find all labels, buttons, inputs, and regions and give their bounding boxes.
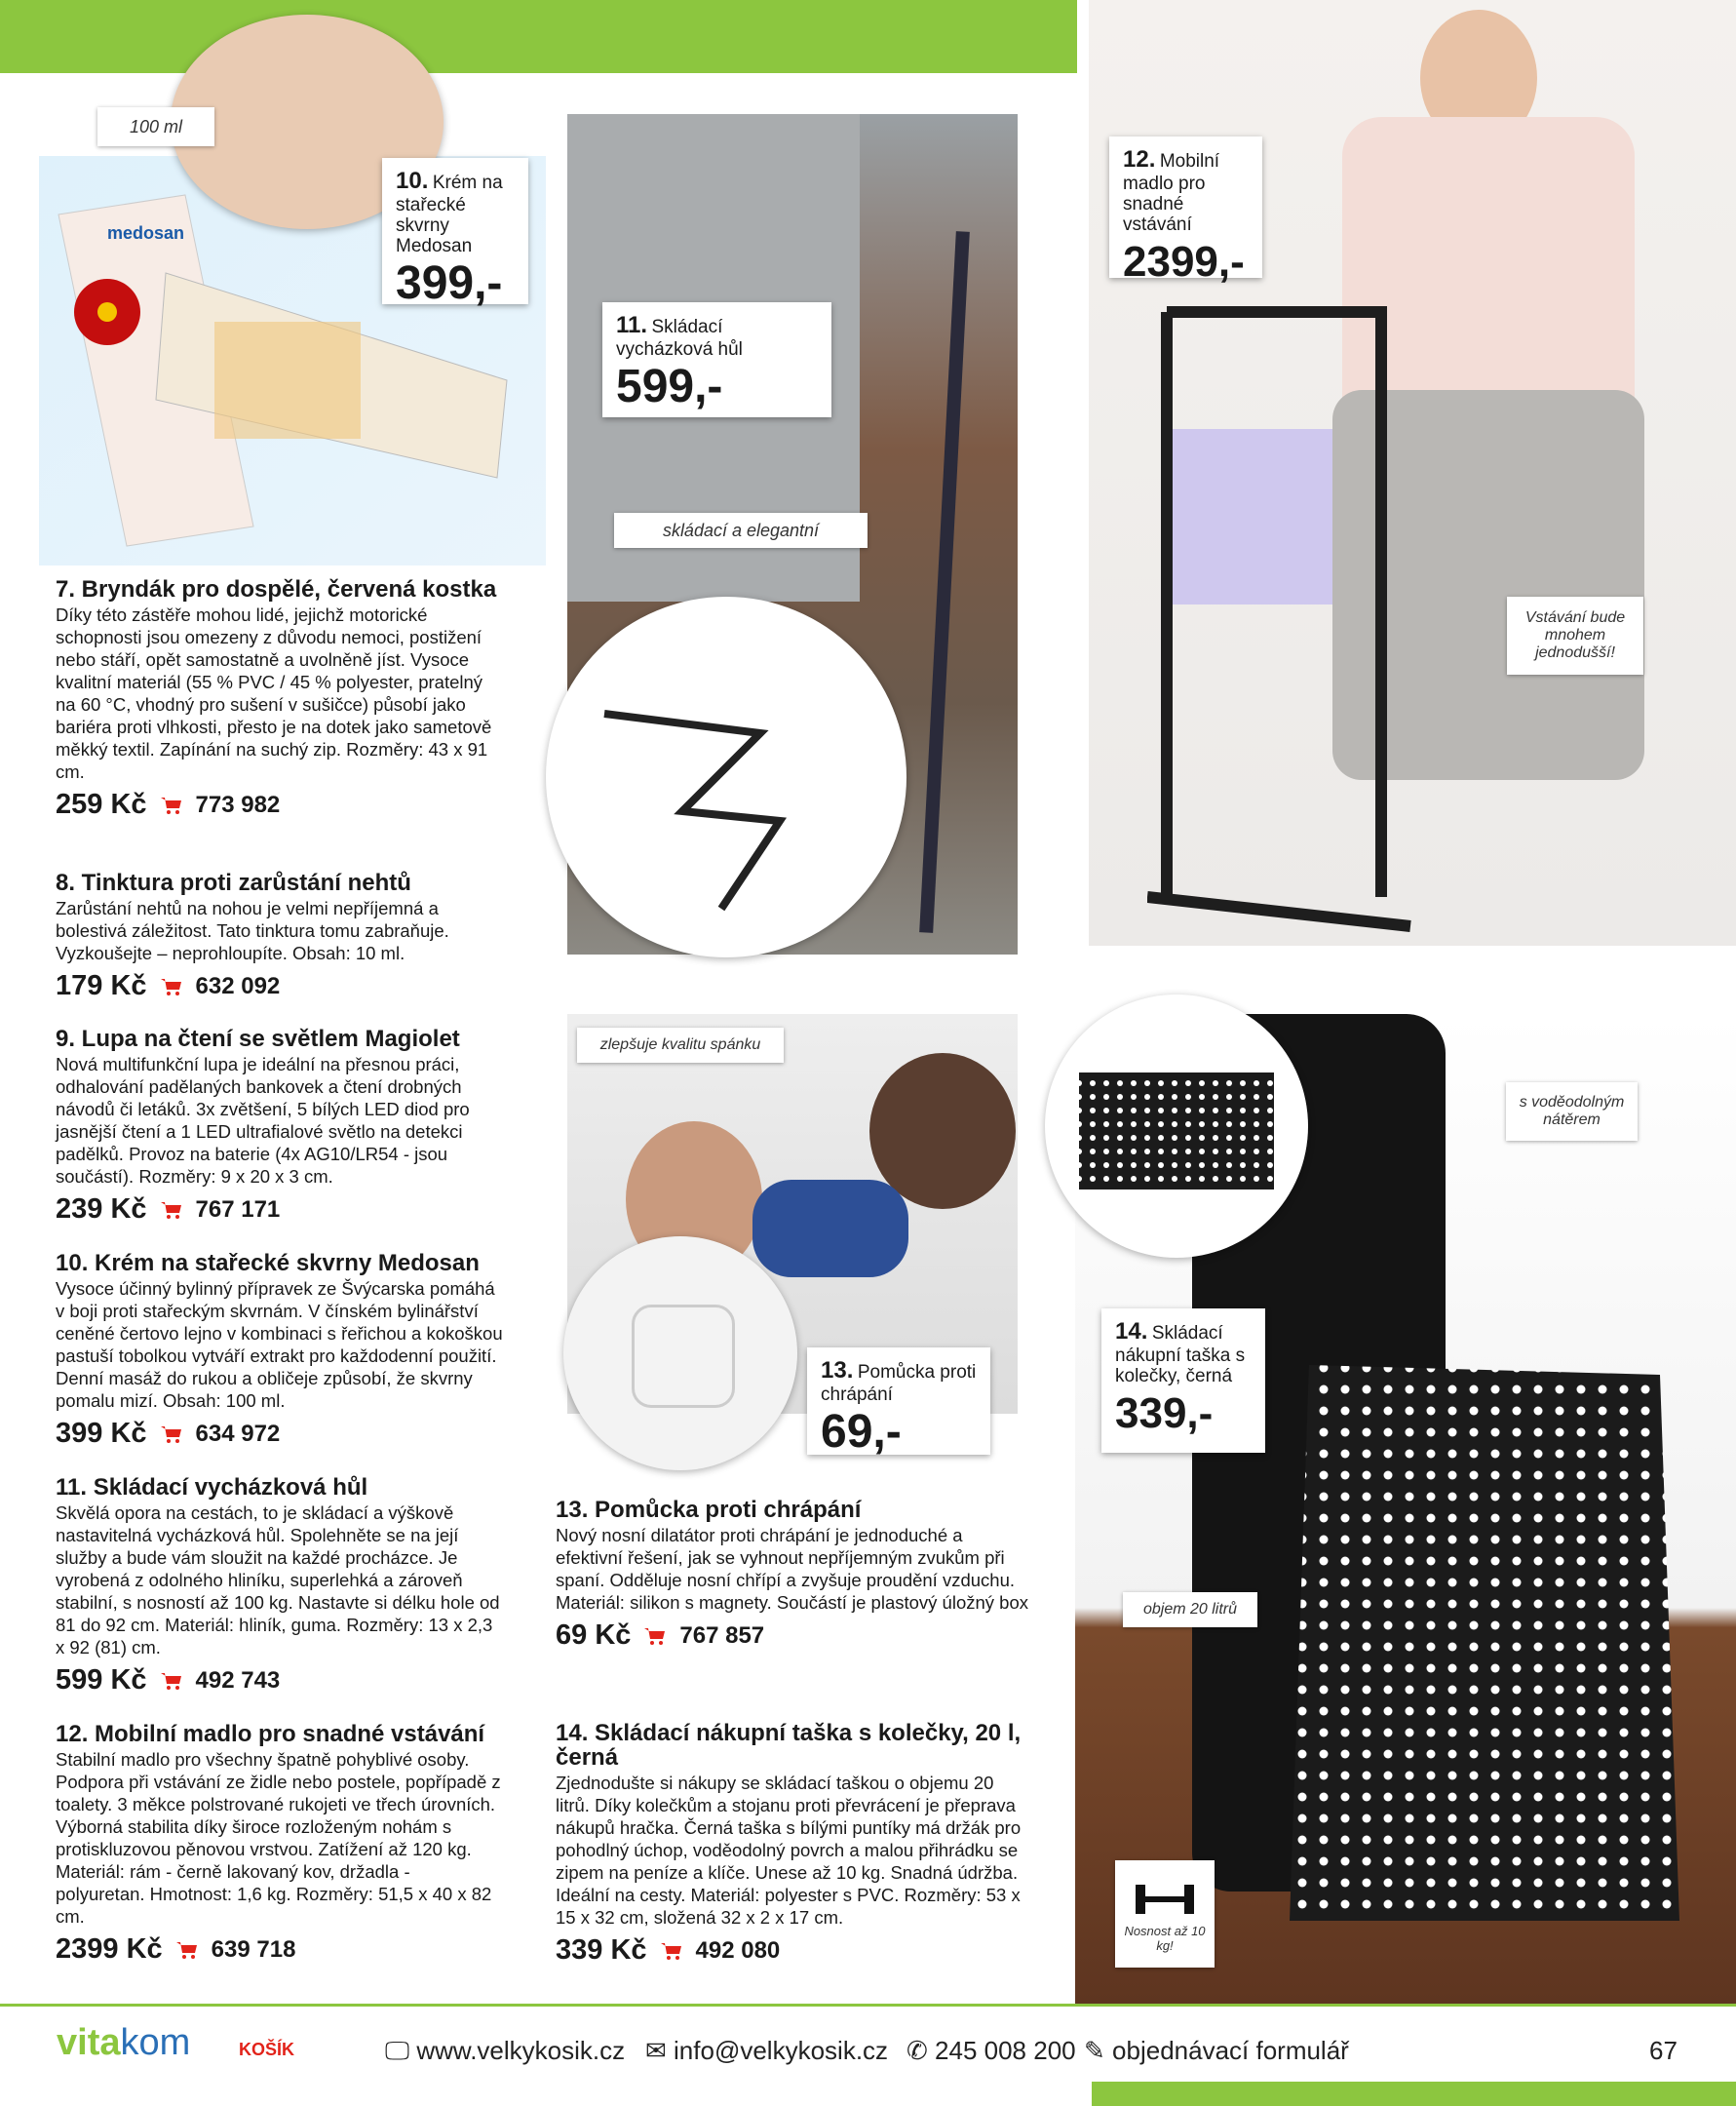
sleep-tag: zlepšuje kvalitu spánku <box>577 1028 784 1063</box>
item-title: 11. Skládací vycházková hůl <box>56 1474 368 1501</box>
cart-icon <box>161 797 182 814</box>
item-desc: Nový nosní dilatátor proti chrápání je jednoduché a efektivní řešení, jak se vyhnout nepříjemným zvukům při spaní. Odděluje nosní chřípí a zvyšuje proudění vzduchu. Materiál: silikon s magnety. Součástí je plastový úložný box <box>556 1525 1028 1613</box>
cart-icon <box>161 1672 182 1690</box>
capacity-tag: Nosnost až 10 kg! <box>1115 1860 1215 1968</box>
phone-link[interactable]: ✆ 245 008 200 <box>907 2036 1076 2065</box>
cane-circle <box>546 597 907 957</box>
item-11 <box>56 1475 504 1696</box>
item-title: 10. Krém na stařecké skvrny Medosan <box>56 1250 480 1276</box>
item-8 <box>56 871 504 1002</box>
pricebox-10: 10. Krém na stařecké skvrny Medosan 399,- <box>382 158 528 304</box>
item-desc: Skvělá opora na cestách, to je skládací a výškově nastavitelná vycházková hůl. Spolehněte se na její služby a bude vám sloužit na každé procházce. Je vyrobená z odolného hliníku, superlehká a zároveň stabilní, s nosností až 100 kg. Nastavte si délku hole od 81 do 92 cm. Materiál: hliník, guma. Rozměry: 13 x 2,3 x 92 (81) cm. <box>56 1502 500 1658</box>
cane-tag: skládací a elegantní <box>614 513 868 548</box>
pricebox-14: 14. Skládací nákupní taška s kolečky, černá 339,- <box>1101 1308 1265 1453</box>
svg-text:medosan: medosan <box>107 223 185 243</box>
standup-tag: Vstávání bude mnohem jednodušší! <box>1507 597 1643 675</box>
page-number: 67 <box>1649 2036 1678 2065</box>
cart-icon <box>161 1201 182 1219</box>
snore-circle <box>563 1236 797 1470</box>
cart-icon <box>161 1425 182 1443</box>
bag-folded-circle <box>1045 994 1308 1258</box>
item-desc: Zjednodušte si nákupy se skládací taškou o objemu 20 litrů. Díky kolečkům a stojanu proti převrácení je přeprava nákupů hračka. Černá taška s bílými puntíky má držák pro pohodlný úchop, voděodolný povrch a malou přihrádku se zipem na peníze a klíče. Unese až 10 kg. Snadná údržba. Ideální na cesty. Materiál: polyester s PVC. Rozměry: 53 x 15 x 32 cm, složená 32 x 2 x 17 cm. <box>556 1773 1022 1928</box>
item-10 <box>56 1251 504 1450</box>
item-14 <box>556 1721 1028 1967</box>
price-row: 69 Kč 767 857 <box>556 1619 765 1651</box>
order-form-link[interactable]: ✎ objednávací formulář <box>1084 2036 1349 2065</box>
price-row: 399 Kč 634 972 <box>56 1418 281 1449</box>
item-title: 12. Mobilní madlo pro snadné vstávání <box>56 1721 485 1747</box>
website-link[interactable]: 🖵 www.velkykosik.cz <box>385 2036 626 2065</box>
item-desc: Zarůstání nehtů na nohou je velmi nepříjemná a bolestivá záležitost. Tato tinktura tomu zabraňuje. Vyzkoušejte – neprohloupíte. Obsah: 10 ml. <box>56 898 449 963</box>
cart-icon <box>161 978 182 995</box>
item-desc: Stabilní madlo pro všechny špatně pohyblivé osoby. Podpora při vstávání ze židle nebo postele, popřípadě z toalety. 3 měkce polstrované rukojeti ve třech úrovních. Výborná stabilita díky široce rozloženým nohám s protiskluzovou pěnovou vrstvou. Zatížení až 120 kg. Materiál: rám - černě lakovaný kov, držadla - polyuretan. Hmotnost: 1,6 kg. Rozměry: 51,5 x 40 x 82 cm. <box>56 1749 501 1927</box>
item-title: 8. Tinktura proti zarůstání nehtů <box>56 870 411 896</box>
volume-tag: 100 ml <box>97 107 214 146</box>
kosik-logo[interactable]: KOŠÍK <box>239 2040 295 2059</box>
cart-icon <box>176 1941 198 1959</box>
item-desc: Nová multifunkční lupa je ideální na přesnou práci, odhalování padělaných bankovek a čtení drobných návodů či letáků. 3x zvětšení, 5 bílých LED diod pro jasnější čtení a 1 LED ultrafialové světlo na detekci padělků. Provoz na baterie (4x AG10/LR54 - jsou součástí). Rozměry: 9 x 20 x 3 cm. <box>56 1054 470 1187</box>
item-desc: Vysoce účinný bylinný přípravek ze Švýcarska pomáhá v boji proti stařeckým skvrnám. V čínském bylinářství ceněné čertovo lejno v kombinaci s řeřichou a kokoškou pastuší tobolkou vytváří extrakt pro každodenní použití. Denní masáž do rukou a obličeje způsobí, že skvrny pomalu mizí. Obsah: 100 ml. <box>56 1278 503 1411</box>
item-12 <box>56 1722 504 1966</box>
price-row: 259 Kč 773 982 <box>56 789 281 820</box>
weight-icon <box>1131 1875 1199 1924</box>
pricebox-12: 12. Mobilní madlo pro snadné vstávání 2399,- <box>1109 136 1262 278</box>
item-7 <box>56 577 504 821</box>
edit-icon: ✎ <box>1084 2036 1105 2065</box>
email-link[interactable]: ✉ info@velkykosik.cz <box>645 2036 889 2065</box>
price-row: 2399 Kč 639 718 <box>56 1933 296 1965</box>
waterproof-tag: s voděodolným nátěrem <box>1506 1082 1638 1141</box>
cart-icon <box>661 1942 682 1960</box>
item-title: 14. Skládací nákupní taška s kolečky, 20 l, černá <box>556 1720 1022 1771</box>
phone-icon: ✆ <box>907 2036 928 2065</box>
volume-litres-tag: objem 20 litrů <box>1123 1592 1257 1627</box>
pricebox-11: 11. Skládací vycházková hůl 599,- <box>602 302 831 417</box>
price-row: 599 Kč 492 743 <box>56 1664 281 1696</box>
pricebox-13: 13. Pomůcka proti chrápání 69,- <box>807 1347 990 1455</box>
monitor-icon: 🖵 <box>385 2036 410 2065</box>
item-13 <box>556 1498 1028 1652</box>
price-row: 239 Kč 767 171 <box>56 1193 281 1225</box>
top-green-bar <box>0 0 1077 73</box>
vitakom-logo[interactable]: vitakom <box>57 2022 191 2063</box>
item-desc: Díky této zástěře mohou lidé, jejichž motorické schopnosti jsou omezeny z důvodu nemoci, postižení nebo stáří, opět samostatně a uvolněně jíst. Vysoce kvalitní materiál (55 % PVC / 45 % polyester, pratelný na 60 °C, vhodný pro sušení v sušičce) působí jako bariéra proti vlhkosti, přesto je na dotek jako sametově měkký textil. Zapínání na suchý zip. Rozměry: 43 x 91 cm. <box>56 604 492 782</box>
footer <box>0 2001 1736 2093</box>
item-title: 13. Pomůcka proti chrápání <box>556 1497 862 1523</box>
price-row: 179 Kč 632 092 <box>56 970 281 1001</box>
item-title: 7. Bryndák pro dospělé, červená kostka <box>56 576 497 603</box>
item-9 <box>56 1027 504 1226</box>
item-title: 9. Lupa na čtení se světlem Magiolet <box>56 1026 460 1052</box>
cart-icon <box>644 1627 666 1645</box>
price-row: 339 Kč 492 080 <box>556 1934 781 1966</box>
envelope-icon: ✉ <box>645 2036 667 2065</box>
